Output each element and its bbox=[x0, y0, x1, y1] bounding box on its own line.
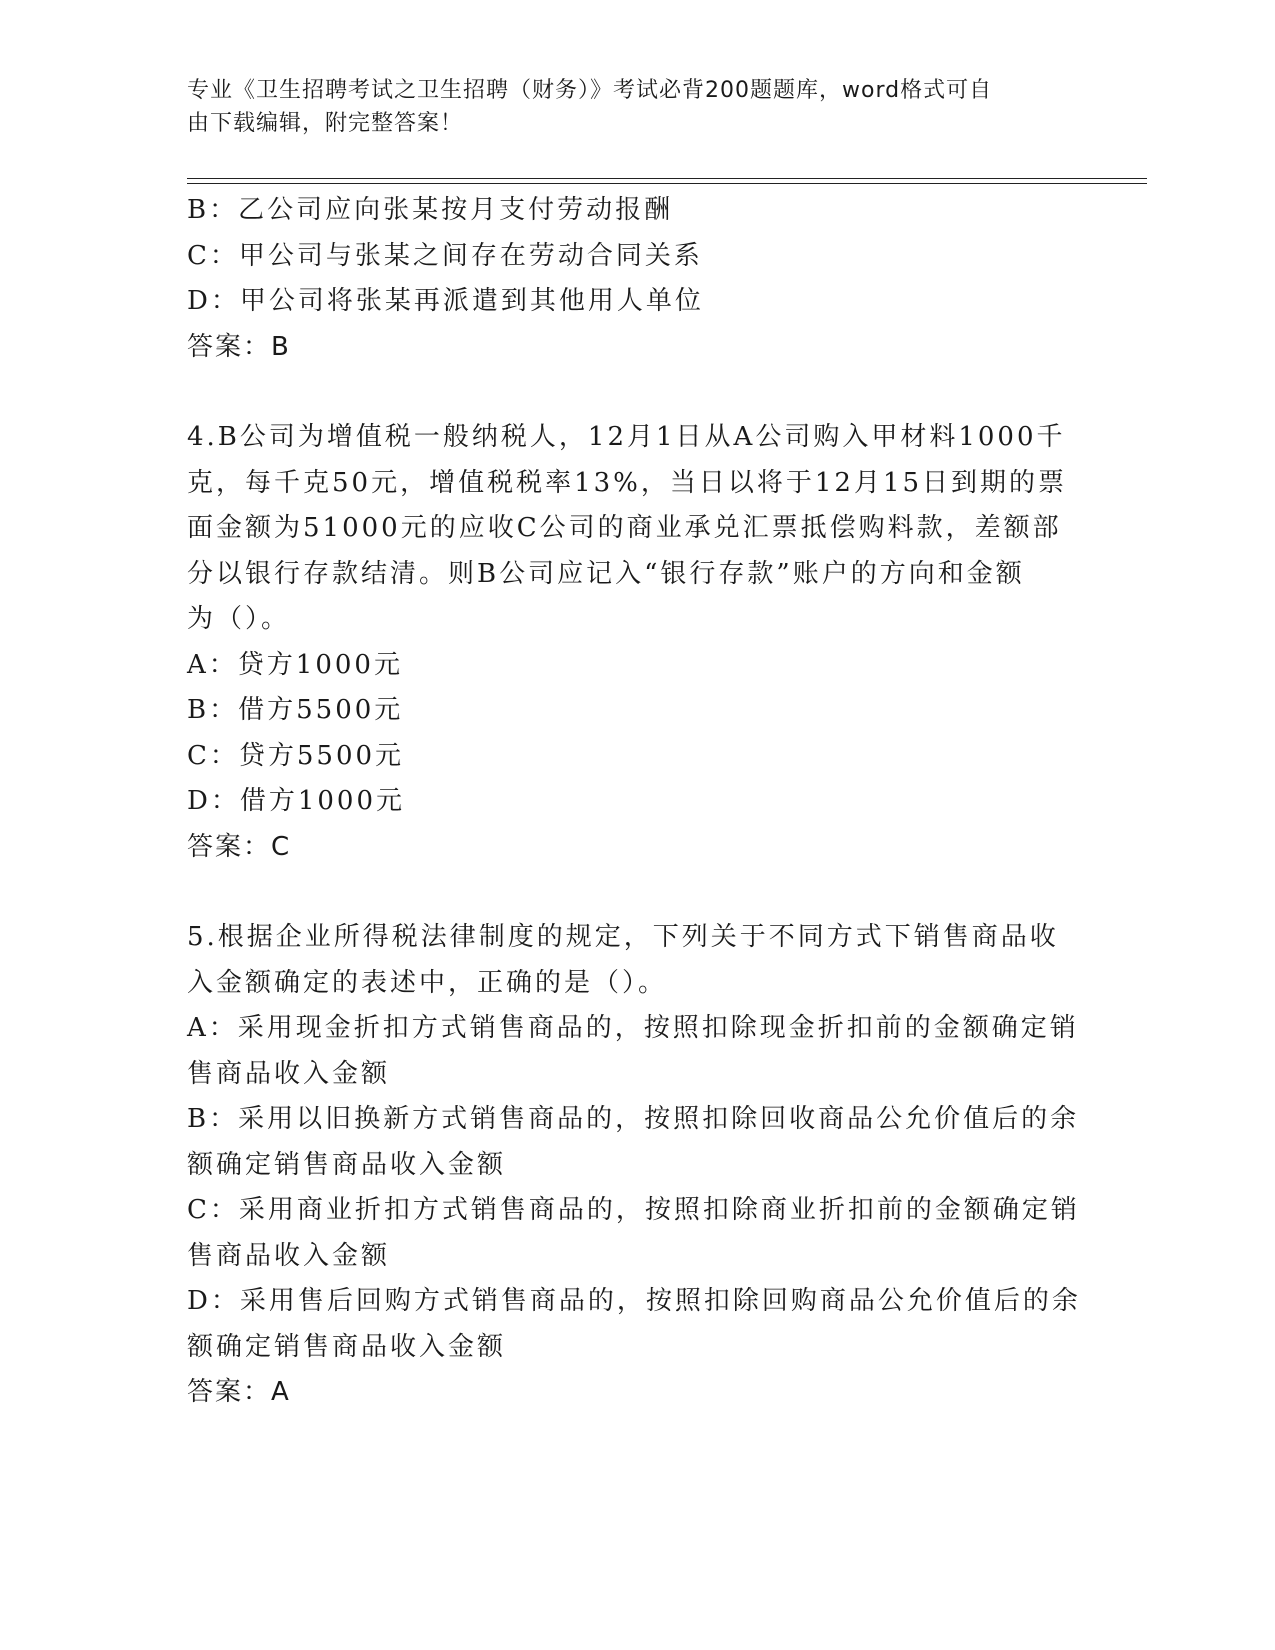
option-d: D：采用售后回购方式销售商品的，按照扣除回购商品公允价值后的余 bbox=[187, 1286, 1081, 1316]
document-body bbox=[187, 188, 1081, 1416]
question-stem-line: 4.B公司为增值税一般纳税人，12月1日从A公司购入甲材料1000千 bbox=[187, 422, 1066, 452]
option-c: C：甲公司与张某之间存在劳动合同关系 bbox=[187, 240, 703, 271]
option-b-cont: 额确定销售商品收入金额 bbox=[187, 1149, 507, 1180]
option-a: A：采用现金折扣方式销售商品的，按照扣除现金折扣前的金额确定销 bbox=[187, 1013, 1079, 1043]
option-d-cont: 额确定销售商品收入金额 bbox=[187, 1331, 507, 1362]
option-d: D：借方1000元 bbox=[187, 786, 406, 816]
spacer bbox=[187, 370, 1067, 415]
question-stem-line: 入金额确定的表述中，正确的是（）。 bbox=[187, 967, 668, 998]
document-header bbox=[187, 74, 1077, 140]
header-divider-top bbox=[187, 178, 1147, 179]
question-stem-line: 分以银行存款结清。则B公司应记入“银行存款”账户的方向和金额 bbox=[187, 558, 1025, 589]
answer: 答案：C bbox=[187, 831, 292, 862]
option-b: B：采用以旧换新方式销售商品的，按照扣除回收商品公允价值后的余 bbox=[187, 1104, 1080, 1134]
spacer bbox=[187, 870, 1067, 915]
option-c: C：贷方5500元 bbox=[187, 740, 405, 771]
question-4-block bbox=[187, 415, 1067, 870]
option-a-cont: 售商品收入金额 bbox=[187, 1058, 391, 1089]
question-5-block bbox=[187, 915, 1081, 1416]
option-c: C：采用商业折扣方式销售商品的，按照扣除商业折扣前的金额确定销 bbox=[187, 1195, 1080, 1225]
question-stem-line: 5.根据企业所得税法律制度的规定，下列关于不同方式下销售商品收 bbox=[187, 922, 1059, 952]
question-stem-line: 面金额为51000元的应收C公司的商业承兑汇票抵偿购料款，差额部 bbox=[187, 513, 1062, 543]
option-c-cont: 售商品收入金额 bbox=[187, 1240, 391, 1271]
option-d: D：甲公司将张某再派遣到其他用人单位 bbox=[187, 286, 704, 316]
answer: 答案：A bbox=[187, 1377, 291, 1407]
answer: 答案：B bbox=[187, 331, 291, 362]
prev-question-block bbox=[187, 188, 1067, 370]
option-b: B：借方5500元 bbox=[187, 695, 404, 725]
question-stem-line: 为（）。 bbox=[187, 604, 291, 634]
header-divider-bottom bbox=[187, 183, 1147, 184]
option-a: A：贷方1000元 bbox=[187, 649, 403, 680]
option-b: B：乙公司应向张某按月支付劳动报酬 bbox=[187, 195, 674, 225]
header-line-2: 由下载编辑，附完整答案！ bbox=[187, 111, 464, 136]
header-line-1: 专业《卫生招聘考试之卫生招聘（财务）》考试必背200题题库，word格式可自 bbox=[187, 78, 993, 103]
question-stem-line: 克，每千克50元，增值税税率13%，当日以将于12月15日到期的票 bbox=[187, 467, 1068, 498]
